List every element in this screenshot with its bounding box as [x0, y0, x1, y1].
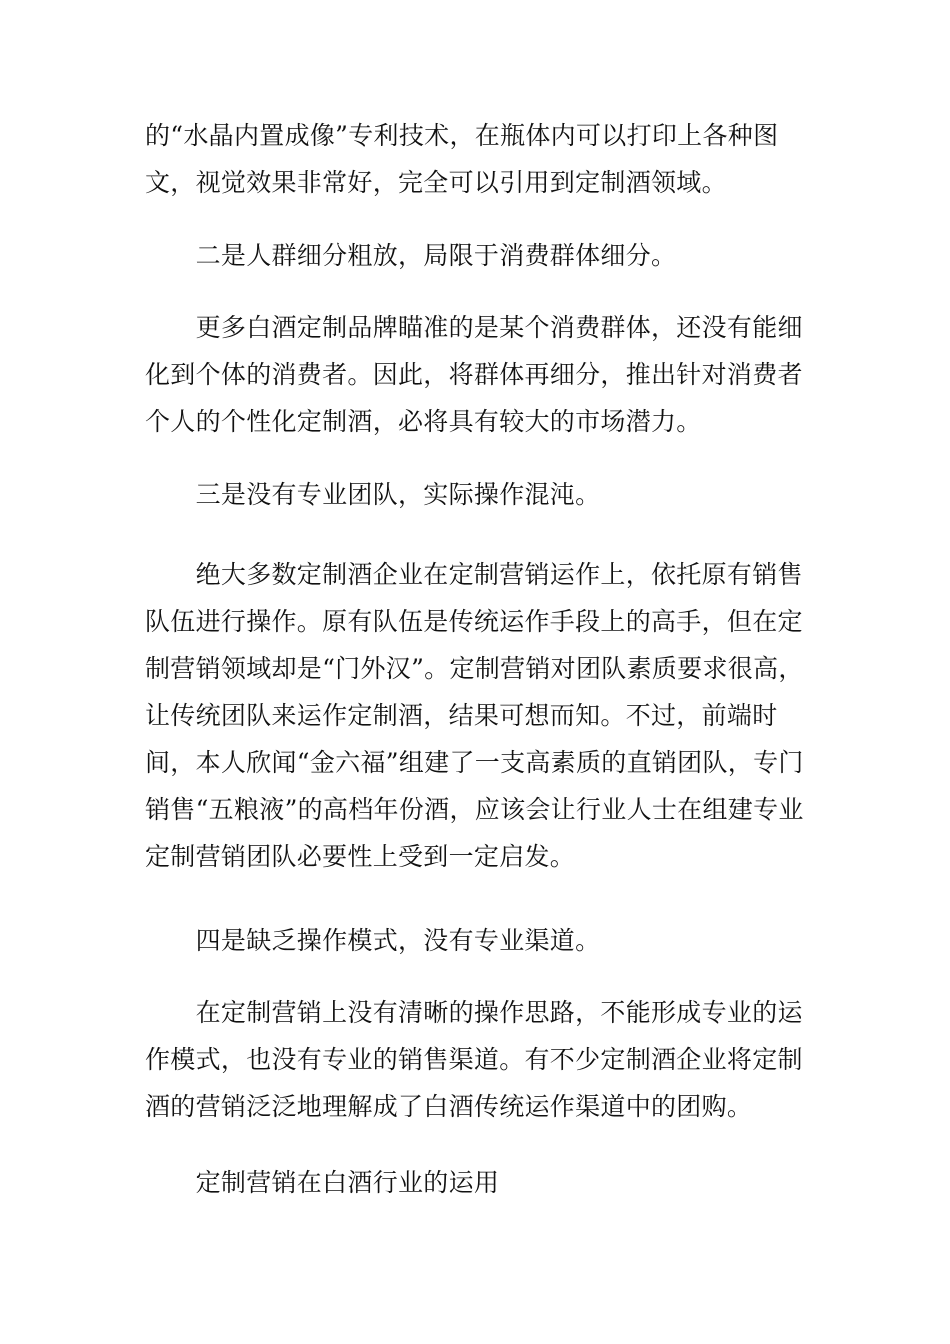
paragraph-continuation: 的“水晶内置成像”专利技术，在瓶体内可以打印上各种图文，视觉效果非常好，完全可以引用到定制酒领域。: [145, 121, 779, 197]
heading-point-four: 四是缺乏操作模式，没有专业渠道。: [145, 926, 601, 955]
paragraph-point-two-body: 更多白酒定制品牌瞄准的是某个消费群体，还没有能细化到个体的消费者。因此，将群体再细分，推出针对消费者个人的个性化定制酒，必将具有较大的市场潜力。: [145, 313, 803, 436]
heading-point-two: 二是人群细分粗放，局限于消费群体细分。: [145, 241, 677, 270]
section-heading: 定制营销在白酒行业的运用: [145, 1168, 500, 1197]
heading-point-three: 三是没有专业团队，实际操作混沌。: [145, 480, 601, 509]
paragraph-point-four-body: 在定制营销上没有清晰的操作思路，不能形成专业的运作模式，也没有专业的销售渠道。有不少定制酒企业将定制酒的营销泛泛地理解成了白酒传统运作渠道中的团购。: [145, 998, 803, 1121]
paragraph-point-three-body: 绝大多数定制酒企业在定制营销运作上，依托原有销售队伍进行操作。原有队伍是传统运作手段上的高手，但在定制营销领域却是“门外汉”。定制营销对团队素质要求很高，让传统团队来运作定制酒，结果可想而知。不过，前端时间，本人欣闻“金六福”组建了一支高素质的直销团队，专门销售“五粮液”的高档年份酒，应该会让行业人士在组建专业定制营销团队必要性上受到一定启发。: [145, 560, 804, 871]
